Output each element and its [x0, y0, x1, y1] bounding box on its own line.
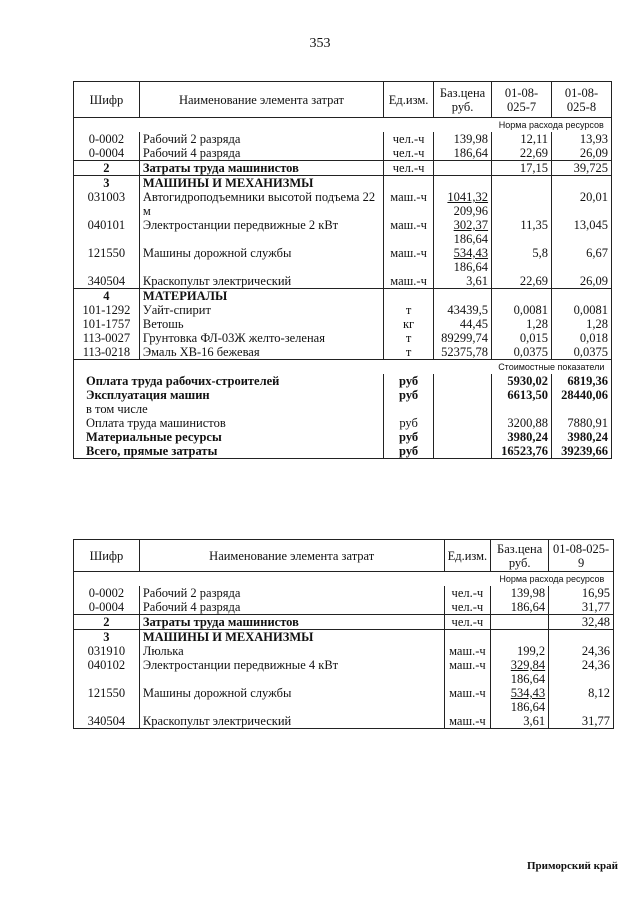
cost-row	[74, 430, 612, 444]
price-value: 139,98	[510, 586, 546, 600]
row-code: 2	[74, 615, 140, 630]
row-unit: маш.-ч	[384, 218, 434, 246]
table-row	[74, 686, 614, 714]
row-price	[491, 658, 549, 686]
row-unit: кг	[384, 317, 434, 331]
table-row	[74, 586, 614, 600]
row-price	[434, 176, 492, 191]
row-value-1	[492, 190, 552, 218]
row-unit: маш.-ч	[444, 714, 491, 729]
header-col-1: 01-08-025-7	[492, 82, 552, 118]
row-name: Рабочий 4 разряда	[139, 146, 383, 161]
row-code: 113-0218	[74, 345, 140, 360]
cost-name: Всего, прямые затраты	[74, 444, 384, 459]
row-unit	[384, 176, 434, 191]
row-code: 101-1292	[74, 303, 140, 317]
row-unit	[444, 630, 491, 645]
row-name: Рабочий 2 разряда	[139, 586, 444, 600]
price-value: 139,98	[453, 132, 489, 146]
row-unit: чел.-ч	[384, 132, 434, 146]
row-unit: маш.-ч	[384, 274, 434, 289]
cost-value-2: 6819,36	[552, 374, 612, 388]
row-code: 113-0027	[74, 331, 140, 345]
row-code: 0-0004	[74, 600, 140, 615]
table-row	[74, 600, 614, 615]
row-price	[491, 644, 549, 658]
table-row	[74, 218, 612, 246]
row-name: МАШИНЫ И МЕХАНИЗМЫ	[139, 630, 444, 645]
row-value-1: 12,11	[492, 132, 552, 146]
row-name: Ветошь	[139, 317, 383, 331]
price-value: 3,61	[523, 714, 546, 728]
row-value-1: 32,48	[549, 615, 614, 630]
row-name: Краскопульт электрический	[139, 714, 444, 729]
row-value-2: 39,725	[552, 161, 612, 176]
row-code: 340504	[74, 714, 140, 729]
row-unit: маш.-ч	[444, 686, 491, 714]
row-code: 340504	[74, 274, 140, 289]
row-unit: маш.-ч	[444, 644, 491, 658]
row-price	[491, 630, 549, 645]
cost-value-1: 3200,88	[492, 416, 552, 430]
row-value-1: 1,28	[492, 317, 552, 331]
row-name: МАШИНЫ И МЕХАНИЗМЫ	[139, 176, 383, 191]
table-row	[74, 132, 612, 146]
header-name: Наименование элемента затрат	[139, 540, 444, 572]
row-value-2: 1,28	[552, 317, 612, 331]
row-code: 040101	[74, 218, 140, 246]
header-code: Шифр	[74, 540, 140, 572]
row-unit: маш.-ч	[384, 190, 434, 218]
row-price	[434, 331, 492, 345]
row-price	[491, 686, 549, 714]
cost-name: в том числе	[74, 402, 384, 416]
row-value-2: 13,93	[552, 132, 612, 146]
cost-empty	[434, 402, 492, 416]
cost-row	[74, 388, 612, 402]
row-code: 2	[74, 161, 140, 176]
cost-empty	[434, 430, 492, 444]
row-code: 4	[74, 289, 140, 304]
row-name: Затраты труда машинистов	[139, 615, 444, 630]
row-name: Автогидроподъемники высотой подъема 22 м	[139, 190, 383, 218]
row-value-2: 26,09	[552, 274, 612, 289]
table-row	[74, 317, 612, 331]
row-unit: чел.-ч	[384, 146, 434, 161]
row-name: Рабочий 2 разряда	[139, 132, 383, 146]
table-row	[74, 345, 612, 360]
table-header	[74, 82, 612, 118]
row-name: Уайт-спирит	[139, 303, 383, 317]
table-row	[74, 161, 612, 176]
table-row	[74, 714, 614, 729]
row-name: Краскопульт электрический	[139, 274, 383, 289]
table-row	[74, 146, 612, 161]
header-col-2: 01-08-025-8	[552, 82, 612, 118]
price-value: 302,37	[453, 218, 489, 232]
header-code: Шифр	[74, 82, 140, 118]
price-value: 43439,5	[447, 303, 489, 317]
row-value-1: 22,69	[492, 274, 552, 289]
row-value-1: 16,95	[549, 586, 614, 600]
row-price	[434, 218, 492, 246]
cost-value-2	[552, 402, 612, 416]
row-value-1: 0,015	[492, 331, 552, 345]
header-price: Баз.цена руб.	[434, 82, 492, 118]
row-name: Затраты труда машинистов	[139, 161, 383, 176]
table-row	[74, 615, 614, 630]
row-name: МАТЕРИАЛЫ	[139, 289, 383, 304]
row-price	[434, 246, 492, 274]
row-value-1: 31,77	[549, 600, 614, 615]
row-unit: чел.-ч	[444, 586, 491, 600]
row-value-1: 24,36	[549, 644, 614, 658]
row-code: 121550	[74, 686, 140, 714]
norm-label: Норма расхода ресурсов	[491, 572, 614, 587]
price-value: 534,43	[453, 246, 489, 260]
row-value-1	[549, 630, 614, 645]
cost-row	[74, 416, 612, 430]
cost-empty	[434, 388, 492, 402]
cost-name: Оплата труда машинистов	[74, 416, 384, 430]
cost-unit: руб	[384, 430, 434, 444]
price-value: 186,64	[453, 146, 489, 160]
cost-row	[74, 402, 612, 416]
row-value-1: 0,0081	[492, 303, 552, 317]
row-value-2: 0,0375	[552, 345, 612, 360]
table-row	[74, 658, 614, 686]
row-code: 0-0004	[74, 146, 140, 161]
cost-value-1: 3980,24	[492, 430, 552, 444]
row-value-2	[552, 176, 612, 191]
row-code: 031003	[74, 190, 140, 218]
resource-table-2	[73, 539, 614, 729]
cost-unit: руб	[384, 416, 434, 430]
row-price	[434, 161, 492, 176]
row-price	[491, 600, 549, 615]
cost-body	[74, 374, 612, 459]
row-code: 3	[74, 630, 140, 645]
row-unit: т	[384, 303, 434, 317]
header-unit: Ед.изм.	[384, 82, 434, 118]
cost-value-2: 39239,66	[552, 444, 612, 459]
price-value: 186,64	[510, 600, 546, 614]
row-value-2: 13,045	[552, 218, 612, 246]
table-row	[74, 644, 614, 658]
cost-value-1	[492, 402, 552, 416]
row-name: Грунтовка ФЛ-03Ж желто-зеленая	[139, 331, 383, 345]
row-price	[434, 274, 492, 289]
row-price	[434, 132, 492, 146]
row-name: Электростанции передвижные 2 кВт	[139, 218, 383, 246]
table-row	[74, 303, 612, 317]
row-name: Эмаль ХВ-16 бежевая	[139, 345, 383, 360]
row-value-2: 6,67	[552, 246, 612, 274]
row-value-1: 31,77	[549, 714, 614, 729]
price-value: 1041,32	[447, 190, 489, 204]
header-unit: Ед.изм.	[444, 540, 491, 572]
price-value-2: 209,96	[453, 204, 489, 218]
norm-label: Норма расхода ресурсов	[492, 118, 612, 133]
row-price	[434, 345, 492, 360]
price-value: 199,2	[517, 644, 546, 658]
price-value: 329,84	[510, 658, 546, 672]
row-unit: маш.-ч	[444, 658, 491, 686]
row-value-1	[492, 289, 552, 304]
row-unit: маш.-ч	[384, 246, 434, 274]
row-name: Электростанции передвижные 4 кВт	[139, 658, 444, 686]
cost-value-1: 16523,76	[492, 444, 552, 459]
row-name: Рабочий 4 разряда	[139, 600, 444, 615]
row-unit: чел.-ч	[444, 615, 491, 630]
row-unit: чел.-ч	[384, 161, 434, 176]
header-name: Наименование элемента затрат	[139, 82, 383, 118]
table-row	[74, 190, 612, 218]
row-name: Люлька	[139, 644, 444, 658]
table-row	[74, 331, 612, 345]
price-value-2: 186,64	[510, 672, 546, 686]
row-unit: т	[384, 331, 434, 345]
row-name: Машины дорожной службы	[139, 686, 444, 714]
row-price	[434, 303, 492, 317]
row-price	[491, 615, 549, 630]
row-value-1: 11,35	[492, 218, 552, 246]
cost-row	[74, 444, 612, 459]
row-code: 101-1757	[74, 317, 140, 331]
table-header	[74, 540, 614, 572]
price-value: 44,45	[459, 317, 489, 331]
cost-row	[74, 374, 612, 388]
price-value: 52375,78	[441, 345, 489, 359]
row-value-2: 0,0081	[552, 303, 612, 317]
row-price	[434, 190, 492, 218]
row-code: 0-0002	[74, 586, 140, 600]
row-code: 3	[74, 176, 140, 191]
row-code: 0-0002	[74, 132, 140, 146]
cost-value-2: 7880,91	[552, 416, 612, 430]
row-price	[491, 586, 549, 600]
row-price	[434, 146, 492, 161]
cost-name: Оплата труда рабочих-строителей	[74, 374, 384, 388]
row-price	[491, 714, 549, 729]
row-unit: т	[384, 345, 434, 360]
price-value: 3,61	[466, 274, 489, 288]
price-value-2: 186,64	[510, 700, 546, 714]
resource-table-1	[73, 81, 612, 459]
cost-value-2: 3980,24	[552, 430, 612, 444]
row-value-1: 5,8	[492, 246, 552, 274]
cost-unit: руб	[384, 388, 434, 402]
row-name: Машины дорожной службы	[139, 246, 383, 274]
table-row	[74, 289, 612, 304]
price-value-2: 186,64	[453, 260, 489, 274]
table-row	[74, 246, 612, 274]
price-value-2: 186,64	[453, 232, 489, 246]
row-value-1: 8,12	[549, 686, 614, 714]
cost-empty	[434, 374, 492, 388]
cost-empty	[434, 444, 492, 459]
header-price: Баз.цена руб.	[491, 540, 549, 572]
cost-unit: руб	[384, 374, 434, 388]
row-code: 031910	[74, 644, 140, 658]
row-unit: чел.-ч	[444, 600, 491, 615]
row-unit	[384, 289, 434, 304]
row-code: 040102	[74, 658, 140, 686]
cost-label: Стоимостные показатели	[492, 360, 612, 375]
cost-empty	[434, 416, 492, 430]
cost-name: Материальные ресурсы	[74, 430, 384, 444]
row-code: 121550	[74, 246, 140, 274]
table-row	[74, 274, 612, 289]
row-price	[434, 317, 492, 331]
header-col-1: 01-08-025-9	[549, 540, 614, 572]
table-body	[74, 132, 612, 360]
footer-region: Приморский край	[527, 860, 618, 872]
cost-value-1: 6613,50	[492, 388, 552, 402]
row-value-1: 24,36	[549, 658, 614, 686]
row-value-2: 20,01	[552, 190, 612, 218]
row-value-1	[492, 176, 552, 191]
table-row	[74, 176, 612, 191]
row-value-1: 0,0375	[492, 345, 552, 360]
row-value-2	[552, 289, 612, 304]
table-body	[74, 586, 614, 729]
cost-unit: руб	[384, 444, 434, 459]
row-value-2: 0,018	[552, 331, 612, 345]
page-number: 353	[309, 36, 331, 51]
row-value-2: 26,09	[552, 146, 612, 161]
cost-value-2: 28440,06	[552, 388, 612, 402]
price-value: 89299,74	[441, 331, 489, 345]
cost-unit	[384, 402, 434, 416]
row-price	[434, 289, 492, 304]
cost-value-1: 5930,02	[492, 374, 552, 388]
cost-name: Эксплуатация машин	[74, 388, 384, 402]
row-value-1: 17,15	[492, 161, 552, 176]
table-row	[74, 630, 614, 645]
price-value: 534,43	[510, 686, 546, 700]
row-value-1: 22,69	[492, 146, 552, 161]
